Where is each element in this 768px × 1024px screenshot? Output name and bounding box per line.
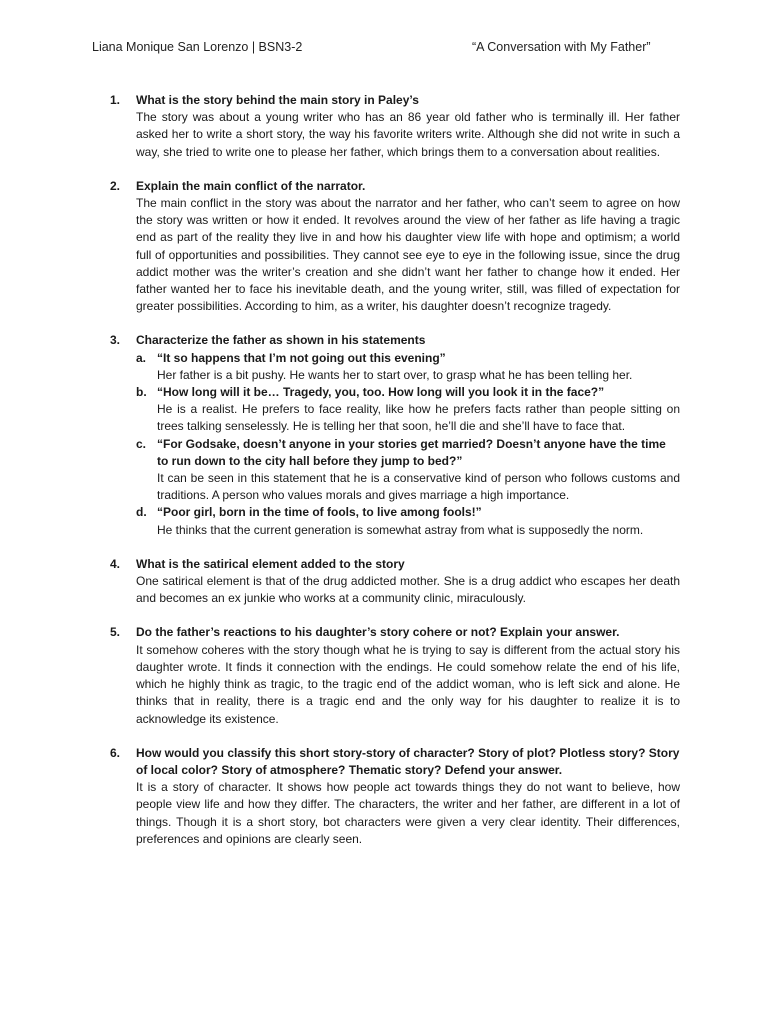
sub-item-b bbox=[136, 384, 680, 436]
question-item-6 bbox=[110, 745, 680, 848]
sub-answer-text: He thinks that the current generation is somewhat astray from what is supposedly the norm. bbox=[157, 522, 644, 537]
sub-letter: d. bbox=[136, 505, 147, 520]
question-number: 5. bbox=[110, 625, 121, 640]
answer-text: The main conflict in the story was about the narrator and her father, who can’t seem to agree on how the story was written or how it ended. It revolves around the view of her father as life having a tragic end as part of the reality they live in and how his daughter view life with hope and optimism; a world full of opportunities and possibilities. They cannot see eye to eye in the following issue, since the drug addict mother was the writer’s creation and she didn’t want her father to change how it ended. Her father wanted her to face his inevitable death, and the young writer, still, was filled of expectation for greater possibilities. According to him, as a writer, his daughter doesn’t recognize tragedy. bbox=[136, 196, 680, 314]
document-title: “A Conversation with My Father” bbox=[472, 40, 651, 54]
answer-text: It is a story of character. It shows how people act towards things they do not want to believe, how people view life and how they differ. The characters, the writer and her father, are different in a lot of things. Though it is a short story, bot characters were given a very clear identity. Their differences, preferences and opinions are clearly seen. bbox=[136, 780, 680, 846]
question-text: Explain the main conflict of the narrator. bbox=[136, 178, 366, 193]
sub-answer-text: Her father is a bit pushy. He wants her to start over, to grasp what he has been telling her. bbox=[157, 367, 633, 382]
father-quote: “It so happens that I’m not going out this evening” bbox=[157, 350, 446, 365]
sub-letter: c. bbox=[136, 436, 147, 451]
question-number: 1. bbox=[110, 93, 121, 107]
document-body bbox=[110, 92, 680, 865]
question-number: 3. bbox=[110, 333, 121, 348]
sub-item-a bbox=[136, 350, 680, 384]
answer-text: The story was about a young writer who has an 86 year old father who is terminally ill. Her father asked her to write a short story, the way his favorite writers write. Although she did not write in such a way, she tried to write one to please her father, which brings them to a conversation about realities. bbox=[136, 110, 680, 159]
question-item-4 bbox=[110, 556, 680, 608]
father-quote: “Poor girl, born in the time of fools, to live among fools!” bbox=[157, 505, 482, 520]
father-quote: “For Godsake, doesn’t anyone in your stories get married? Doesn’t anyone have the time to run down to the city hall before they jump to bed?” bbox=[157, 436, 666, 468]
father-quote: “How long will it be… Tragedy, you, too. How long will you look it in the face?” bbox=[157, 385, 605, 400]
sub-answer-text: It can be seen in this statement that he is a conservative kind of person who follows customs and traditions. A person who values morals and gives marriage a high importance. bbox=[157, 471, 680, 503]
answer-text: One satirical element is that of the drug addicted mother. She is a drug addict who escapes her death and becomes an ex junkie who works at a community clinic, miraculously. bbox=[136, 574, 680, 606]
question-text: Do the father’s reactions to his daughter’s story cohere or not? Explain your answer. bbox=[136, 625, 620, 640]
question-number: 2. bbox=[110, 178, 121, 193]
question-item-3 bbox=[110, 332, 680, 538]
sub-answer-text: He is a realist. He prefers to face reality, like how he prefers facts rather than people sitting on trees talking senselessly. He is telling her that soon, he’ll die and she’ll have to face that. bbox=[157, 402, 680, 434]
answer-text: It somehow coheres with the story though what he is trying to say is different from the actual story his daughter wrote. It finds it connection with the endings. He could somehow relate the end of his life, which he highly think as tragic, to the tragic end of the addict woman, who is left sick and alone. He thinks that in reality, there is a tragic end and the only way for his daughter to realize it is to acknowledge its existence. bbox=[136, 642, 680, 726]
question-item-1 bbox=[110, 92, 680, 161]
question-text: How would you classify this short story-story of character? Story of plot? Plotless story? Story of local color? Story of atmosphere? Thematic story? Defend your answer. bbox=[136, 745, 680, 777]
question-number: 6. bbox=[110, 745, 121, 760]
sub-letter: a. bbox=[136, 350, 147, 365]
question-text: What is the story behind the main story in Paley’s bbox=[136, 93, 419, 107]
question-item-5 bbox=[110, 624, 680, 727]
question-item-2 bbox=[110, 178, 680, 316]
sub-item-d bbox=[136, 504, 680, 538]
question-number: 4. bbox=[110, 556, 121, 571]
question-text: Characterize the father as shown in his statements bbox=[136, 333, 426, 348]
author-and-section: Liana Monique San Lorenzo | BSN3-2 bbox=[92, 40, 303, 54]
sub-letter: b. bbox=[136, 385, 147, 400]
question-text: What is the satirical element added to the story bbox=[136, 556, 405, 571]
sub-item-c bbox=[136, 436, 680, 505]
